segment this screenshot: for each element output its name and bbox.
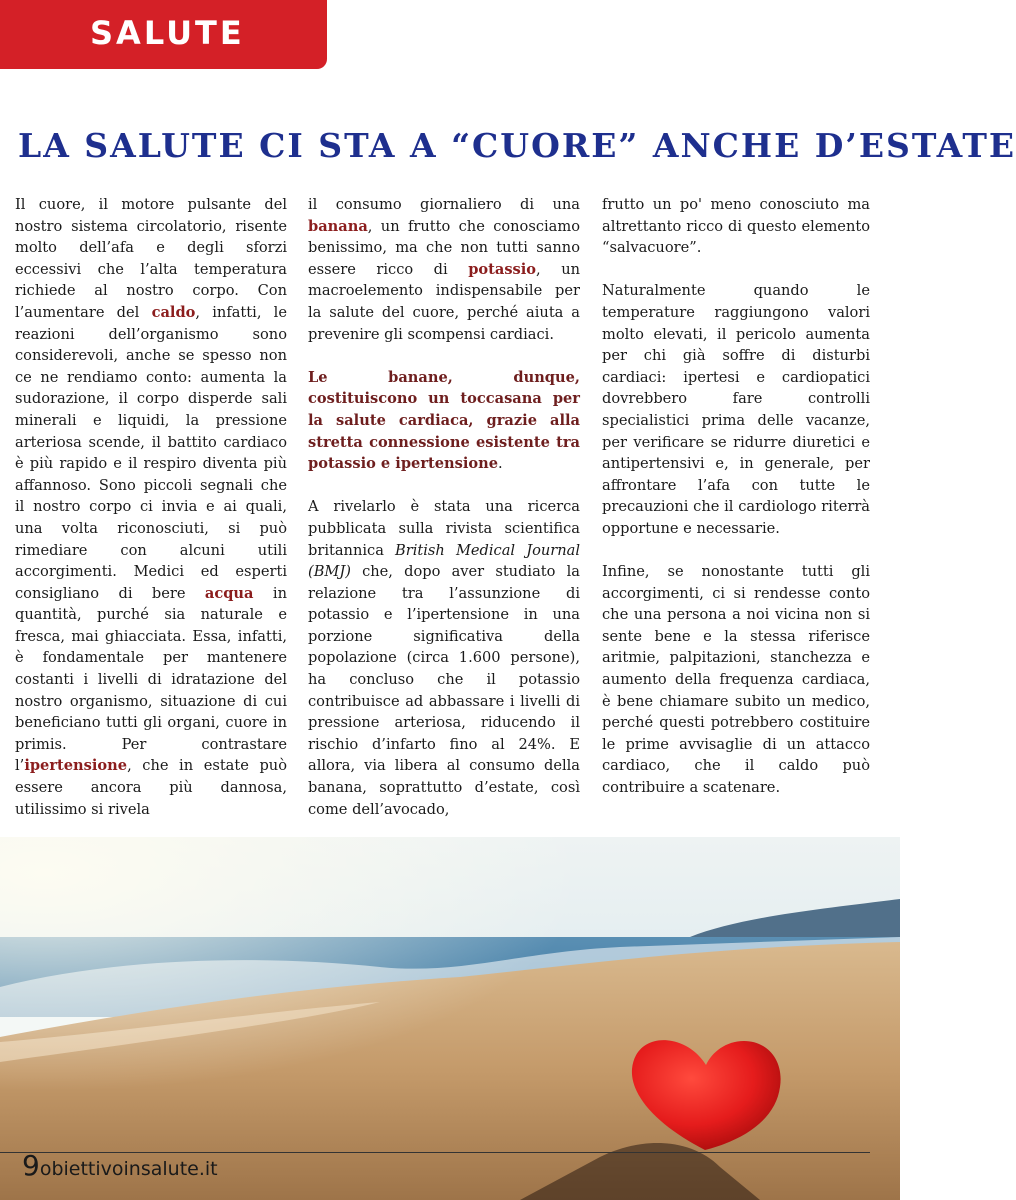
journal-name: British Medical Journal (BMJ) xyxy=(308,541,580,581)
body-text: , infatti, le reazioni dell’organismo sono considerevoli, anche se spesso non ce ne rendiamo conto: aumenta la sudorazione, il corpo disperde sali minerali e liquidi, la pressione arteriosa scende, il battito cardiaco è più rapido e il respiro diventa più affannoso. Sono piccoli segnali che il nostro corpo ci invia e ai quali, una volta riconosciuti, si può rimediare con alcuni utili accorgimenti. Medici ed esperti consigliano di bere xyxy=(15,303,287,602)
body-text: , un macroelemento indispensabile per la salute del cuore, perché aiuta a prevenire gli scompensi cardiaci. xyxy=(308,260,580,343)
body-text: il consumo giornaliero di una xyxy=(308,196,580,213)
highlight-word: potassio xyxy=(468,260,537,278)
paragraph xyxy=(308,496,580,820)
paragraph: Naturalmente quando le temperature raggiungono valori molto elevati, il pericolo aumenta per chi già soffre di disturbi cardiaci: ipertesi e cardiopatici dovrebbero fare controlli specialistici prima delle vacanze, per verificare se ridurre diuretici e antipertensivi e, in generale, per affrontare l’afa con tutte le precauzioni che il cardiologo riterrà opportune e necessarie. xyxy=(602,282,870,537)
body-text: , un frutto che conosciamo benissimo, ma che non tutti sanno essere ricco di xyxy=(308,217,580,278)
site-url: obiettivoinsalute.it xyxy=(39,1158,218,1180)
paragraph xyxy=(308,194,580,345)
page-footer xyxy=(22,1149,218,1183)
body-text: che, dopo aver studiato la relazione tra l’assunzione di potassio e l’ipertensione in una porzione significativa della popolazione (circa 1.600 persone), ha concluso che il potassio contribuisce ad abbassare i livelli di pressione arteriosa, riducendo il rischio d’infarto fino al 24%. E allora, via libera al consumo della banana, soprattutto d’estate, così come dell’avocado, xyxy=(308,563,580,818)
section-tab xyxy=(0,0,327,69)
article-column-2 xyxy=(308,194,580,820)
paragraph: Infine, se nonostante tutti gli accorgimenti, ci si rendesse conto che una persona a noi vicina non si sente bene e la stessa riferisce aritmie, palpitazioni, stanchezza e aumento della frequenza cardiaca, è bene chiamare subito un medico, perché questi potrebbero costituire le prime avvisaglie di un attacco cardiaco, che il caldo può contribuire a scatenare. xyxy=(602,563,870,797)
highlight-word: ipertensione xyxy=(24,757,128,775)
body-text: in quantità, purché sia naturale e fresca, mai ghiacciata. Essa, infatti, è fondamentale per mantenere costanti i livelli di idratazione del nostro organismo, situazione di cui beneficiano tutti gli organi, cuore in primis. Per contrastare l’ xyxy=(15,584,287,775)
article-column-3 xyxy=(602,194,870,799)
pull-quote xyxy=(308,367,580,475)
highlight-word: acqua xyxy=(204,584,254,602)
paragraph xyxy=(15,194,287,820)
beach-heart-photo xyxy=(0,837,900,1200)
page-number: 9 xyxy=(22,1149,40,1182)
article-title: LA SALUTE CI STA A “CUORE” ANCHE D’ESTATE xyxy=(18,126,1016,165)
article-column-1 xyxy=(15,194,287,820)
highlight-word: caldo xyxy=(151,303,196,321)
section-tab-label: SALUTE xyxy=(90,14,245,52)
body-text: , che in estate può essere ancora più dannosa, utilissimo si rivela xyxy=(15,757,287,818)
body-text: A rivelarlo è stata una ricerca pubblicata sulla rivista scientifica britannica xyxy=(308,498,580,559)
body-text: . xyxy=(498,455,503,473)
pull-quote-text: Le banane, dunque, costituiscono un toccasana per la salute cardiaca, grazie alla stretta connessione esistente tra potassio e ipertensione xyxy=(308,368,580,473)
highlight-word: banana xyxy=(308,217,368,235)
paragraph: frutto un po' meno conosciuto ma altrettanto ricco di questo elemento “salvacuore”. xyxy=(602,196,870,257)
body-text: Il cuore, il motore pulsante del nostro sistema circolatorio, risente molto dell’afa e degli sforzi eccessivi che l’alta temperatura richiede al nostro corpo. Con l’aumentare del xyxy=(15,196,287,321)
